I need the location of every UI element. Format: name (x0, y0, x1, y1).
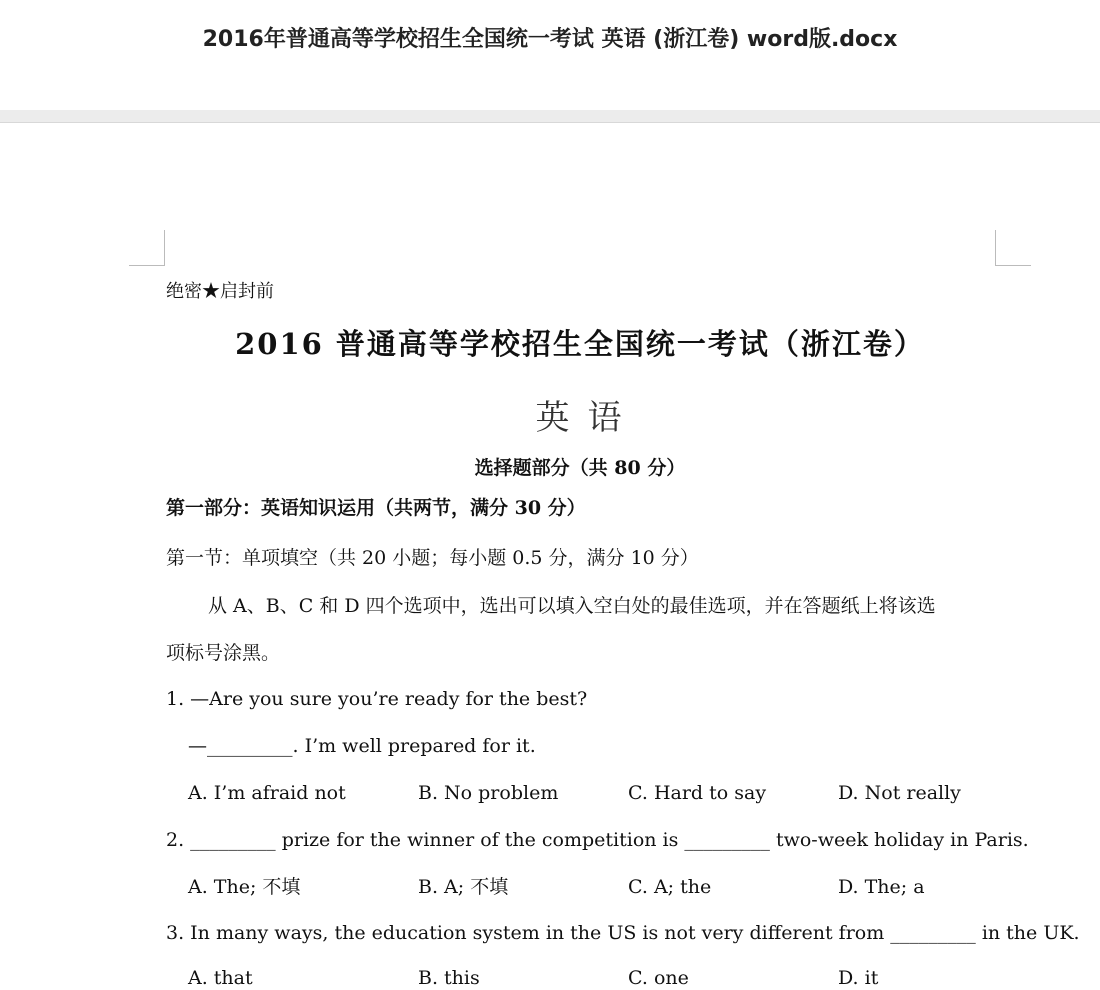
exam-title: 2016 普通高等学校招生全国统一考试（浙江卷） (235, 327, 925, 361)
question-1-stem: 1. —Are you sure you’re ready for the best? (166, 688, 588, 710)
toolbar-divider (0, 110, 1100, 123)
question-1-option-a: A. I’m afraid not (188, 782, 346, 804)
question-2-option-d: D. The; a (838, 876, 925, 898)
title-bar (0, 0, 1100, 110)
question-3-option-b: B. this (418, 967, 480, 989)
question-2-option-c: C. A; the (628, 876, 712, 898)
document-title: 2016年普通高等学校招生全国统一考试 英语 (浙江卷) word版.docx (202, 27, 898, 52)
question-1-option-c: C. Hard to say (628, 782, 767, 804)
section-heading: 选择题部分（共 80 分） (474, 457, 686, 479)
question-2-stem: 2. _________ prize for the winner of the competition is _________ two-week holiday in Paris. (166, 829, 1029, 851)
crop-mark-top-left (129, 265, 165, 266)
question-2-option-b: B. A; 不填 (418, 876, 509, 898)
question-3-option-c: C. one (628, 967, 689, 989)
part-heading: 第一部分：英语知识运用（共两节，满分 30 分） (166, 497, 586, 519)
secret-label: 绝密★启封前 (166, 281, 274, 302)
subject-title: 英语 (535, 398, 640, 438)
question-1-option-d: D. Not really (838, 782, 961, 804)
question-2-option-a: A. The; 不填 (188, 876, 301, 898)
sub-heading: 第一节：单项填空（共 20 小题；每小题 0.5 分，满分 10 分） (166, 547, 699, 569)
question-1-option-b: B. No problem (418, 782, 559, 804)
crop-mark-top-right (995, 230, 996, 266)
crop-mark-top-left (164, 230, 165, 266)
question-1-reply: —_________. I’m well prepared for it. (188, 735, 536, 757)
question-3-option-d: D. it (838, 967, 879, 989)
question-3-option-a: A. that (188, 967, 253, 989)
instruction-text: 从 A、B、C 和 D 四个选项中，选出可以填入空白处的最佳选项，并在答题纸上将该选 (208, 595, 936, 617)
instruction-text: 项标号涂黑。 (166, 642, 281, 664)
crop-mark-top-right (995, 265, 1031, 266)
question-3-stem: 3. In many ways, the education system in the US is not very different from _________ in the UK. (166, 922, 1080, 944)
